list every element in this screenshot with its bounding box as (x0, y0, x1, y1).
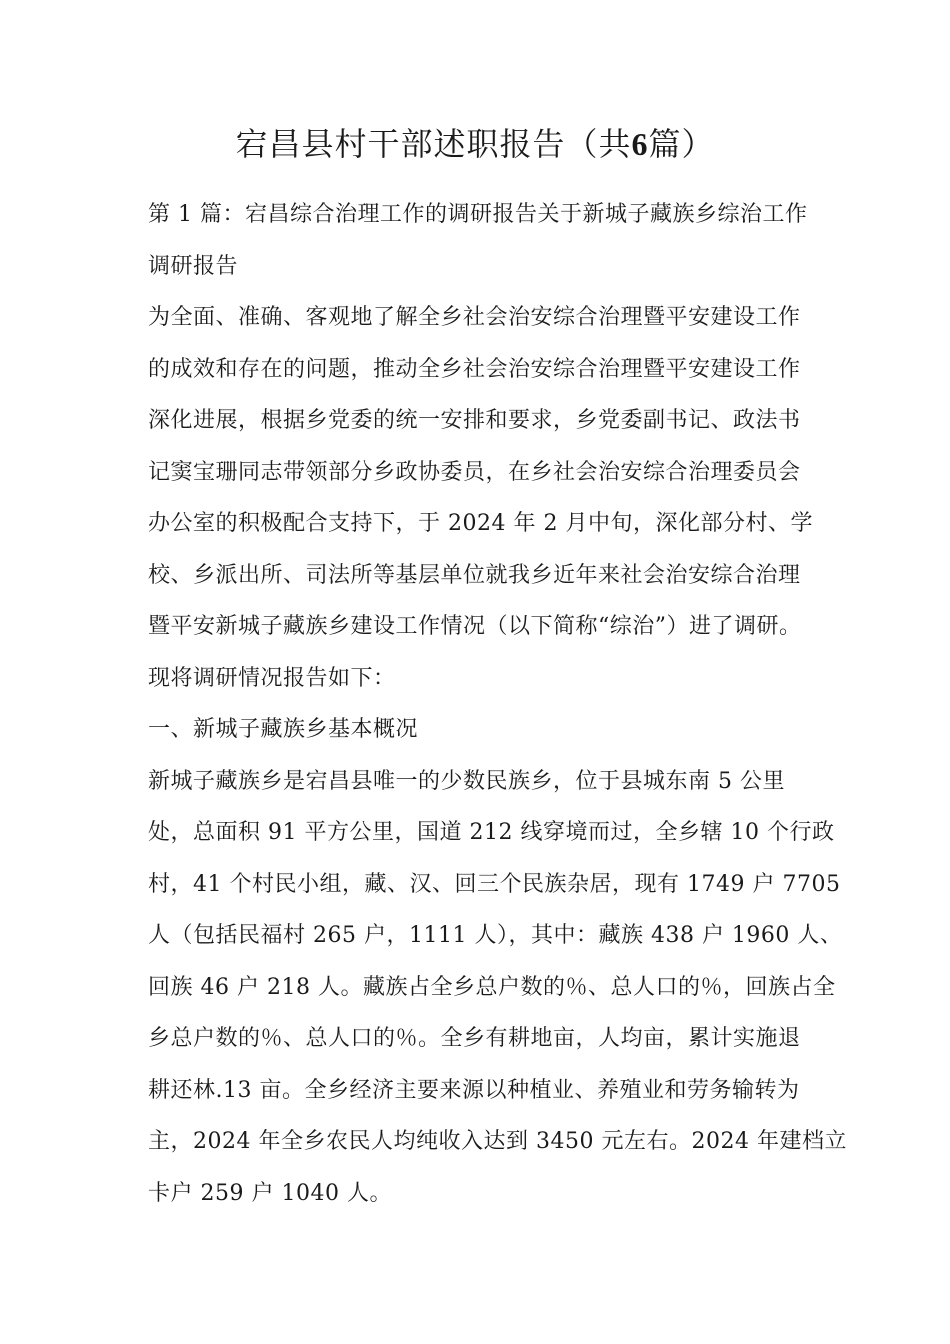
text-line: 卡户 259 户 1040 人。 (148, 1181, 392, 1206)
text-line: 深化进展，根据乡党委的统一安排和要求，乡党委副书记、政法书 (148, 408, 801, 433)
title-number: 6 (631, 126, 649, 162)
text-line: 调研报告 (148, 254, 239, 279)
title-suffix: 篇） (648, 125, 715, 163)
text-line: 办公室的积极配合支持下，于 2024 年 2 月中旬，深化部分村、学 (148, 511, 813, 536)
text-line: 校、乡派出所、司法所等基层单位就我乡近年来社会治安综合治理 (148, 563, 801, 588)
text-line: 乡总户数的％、总人口的％。全乡有耕地亩，人均亩，累计实施退 (148, 1026, 801, 1051)
title-prefix: 宕昌县村干部述职报告（共 (235, 125, 632, 163)
text-line: 处，总面积 91 平方公里，国道 212 线穿境而过，全乡辖 10 个行政 (148, 820, 835, 845)
text-line: 的成效和存在的问题，推动全乡社会治安综合治理暨平安建设工作 (148, 357, 801, 382)
text-line: 现将调研情况报告如下： (148, 666, 396, 691)
section-heading: 一、新城子藏族乡基本概况 (148, 717, 419, 742)
document-title (0, 118, 950, 170)
text-line: 记窦宝珊同志带领部分乡政协委员，在乡社会治安综合治理委员会 (148, 460, 801, 485)
text-line: 暨平安新城子藏族乡建设工作情况（以下简称“综治”）进了调研。 (148, 614, 802, 639)
text-line: 新城子藏族乡是宕昌县唯一的少数民族乡，位于县城东南 5 公里 (148, 769, 785, 794)
text-line: 村，41 个村民小组，藏、汉、回三个民族杂居，现有 1749 户 7705 (148, 872, 841, 897)
text-line: 第 1 篇：宕昌综合治理工作的调研报告关于新城子藏族乡综治工作 (148, 202, 808, 227)
text-line: 为全面、准确、客观地了解全乡社会治安综合治理暨平安建设工作 (148, 305, 801, 330)
text-line: 主，2024 年全乡农民人均纯收入达到 3450 元左右。2024 年建档立 (148, 1129, 847, 1154)
text-line: 人（包括民福村 265 户，1111 人），其中：藏族 438 户 1960 人、 (148, 923, 843, 948)
text-line: 耕还林.13 亩。全乡经济主要来源以种植业、养殖业和劳务输转为 (148, 1078, 800, 1103)
text-line: 回族 46 户 218 人。藏族占全乡总户数的％、总人口的％，回族占全 (148, 975, 836, 1000)
